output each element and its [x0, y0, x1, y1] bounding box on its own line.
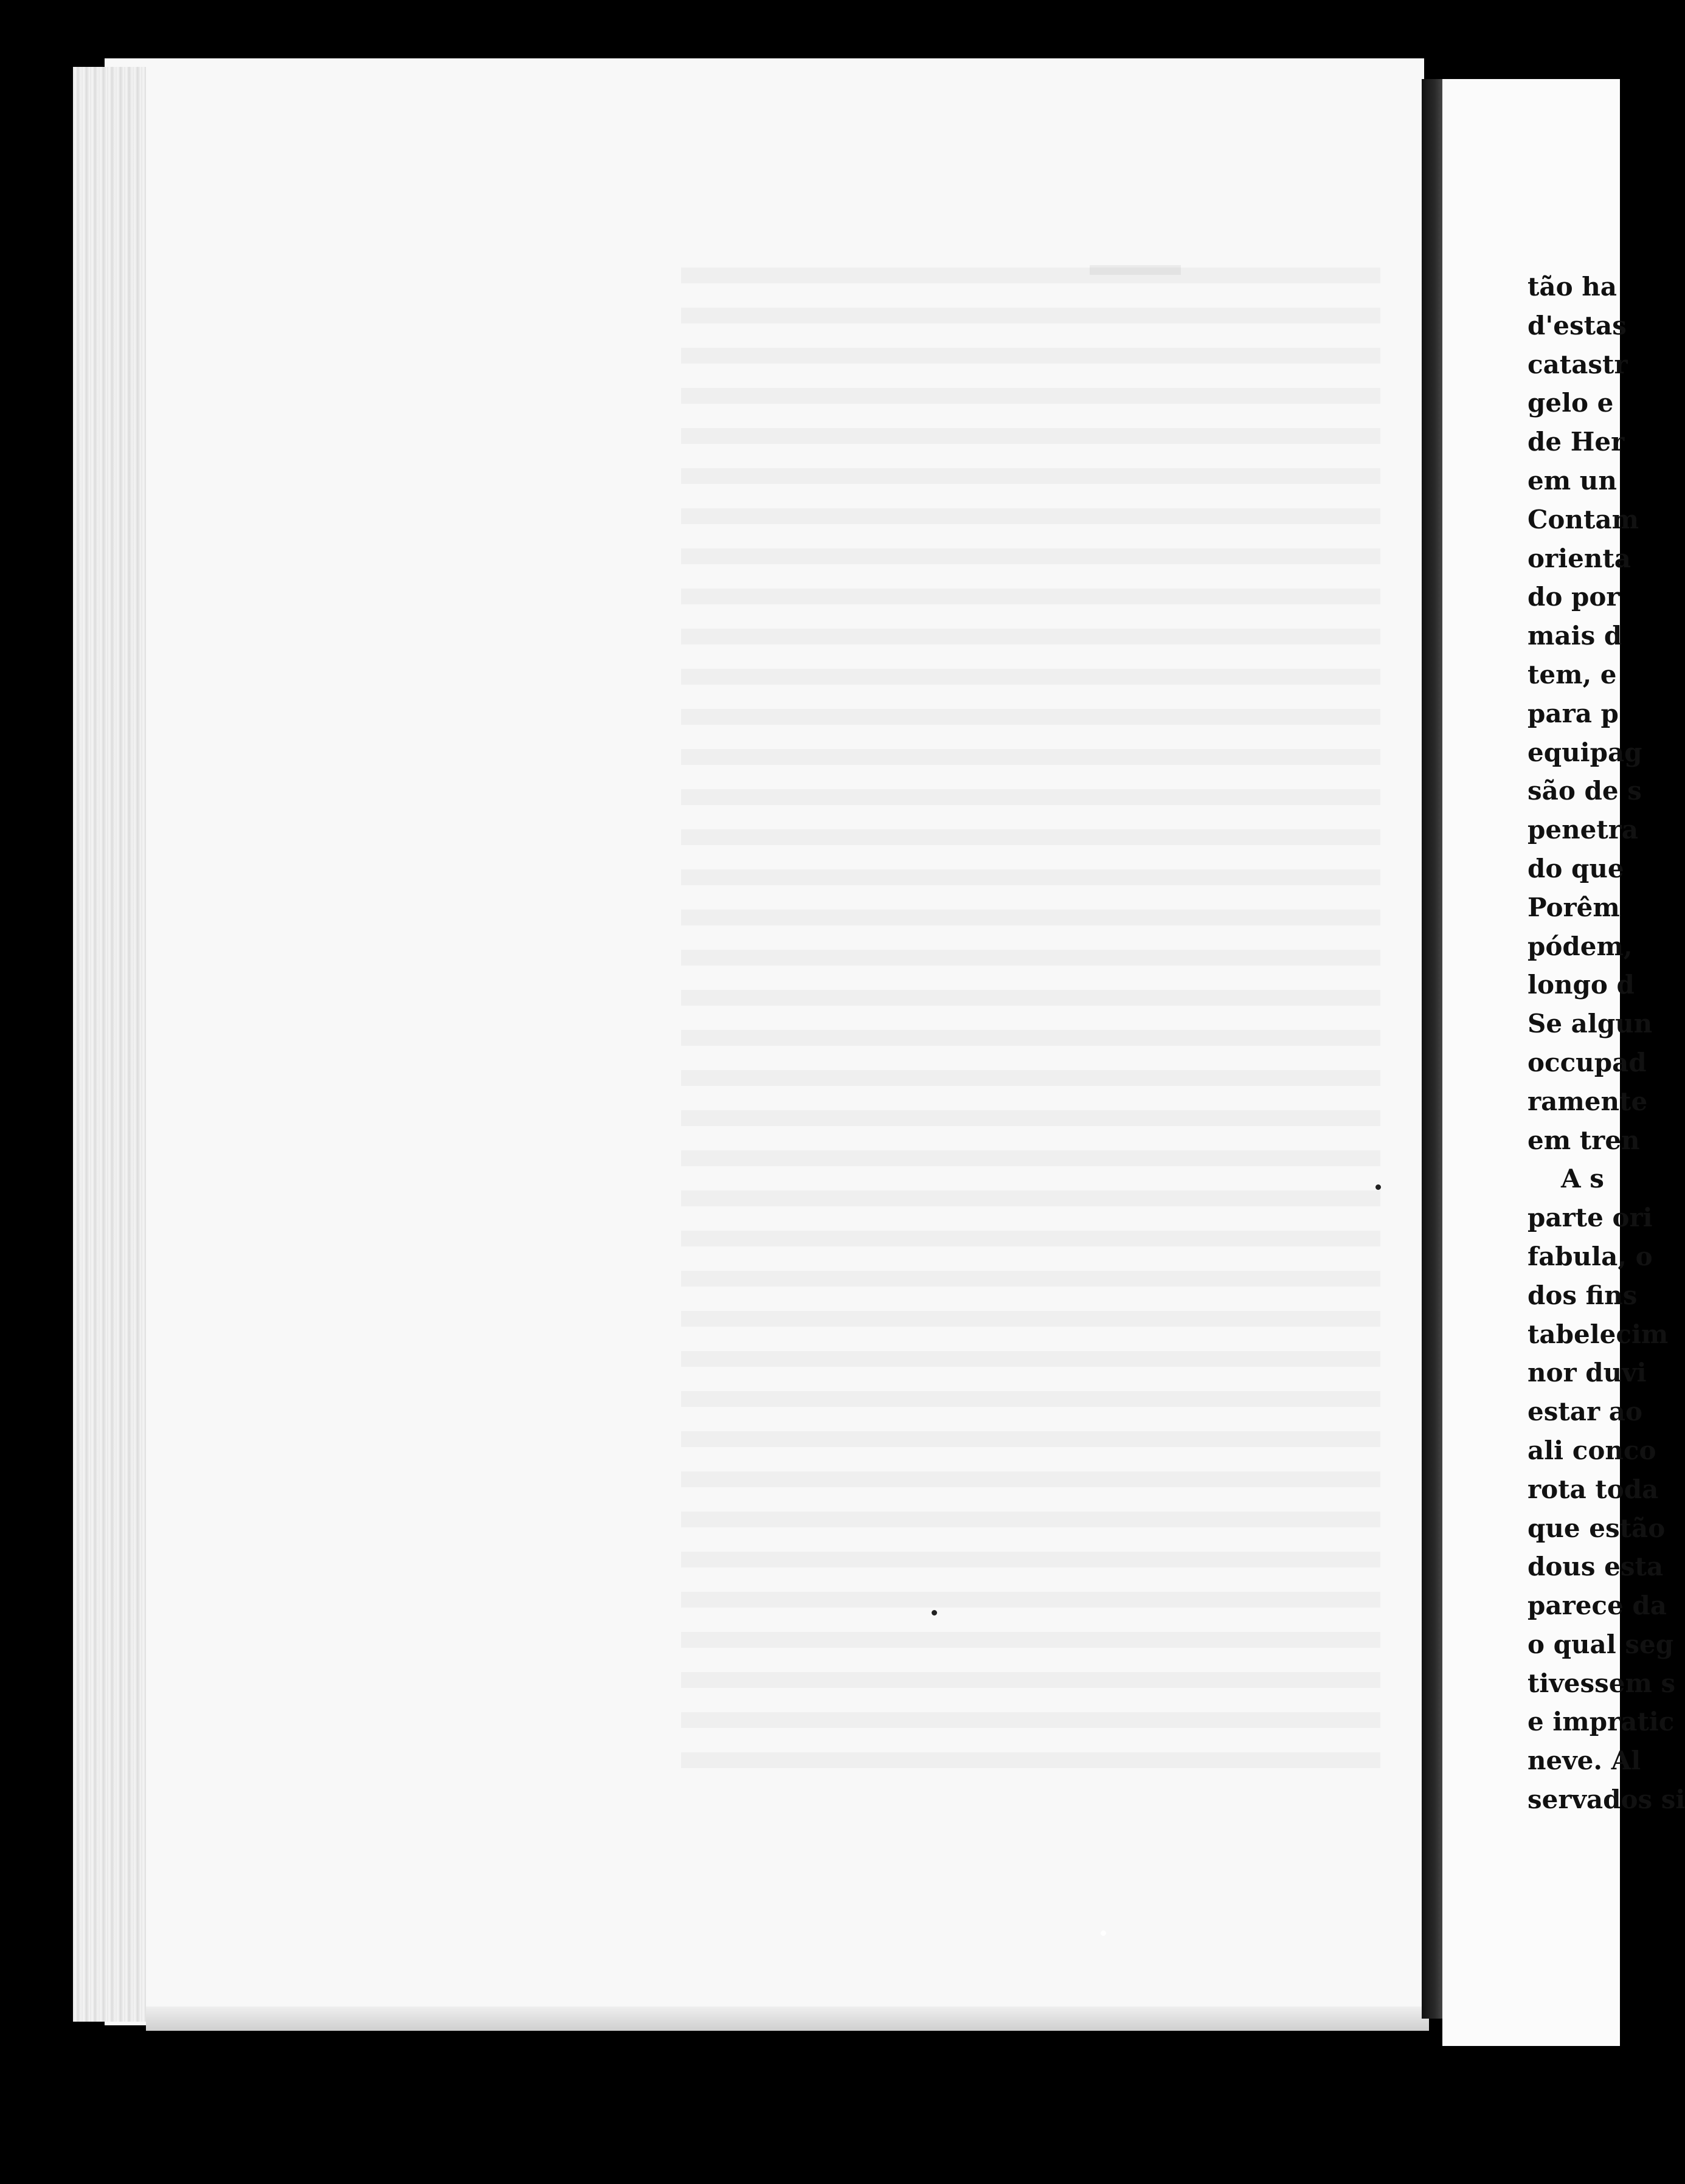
text-line: dous esta — [1528, 1552, 1664, 1582]
text-line: equipag — [1528, 737, 1642, 767]
text-line: A s — [1561, 1164, 1604, 1194]
text-line: gelo e — [1528, 388, 1614, 418]
text-line: tão ha — [1528, 272, 1617, 302]
text-line: fabula, o — [1528, 1241, 1653, 1271]
text-line: neve. Al — [1528, 1746, 1641, 1776]
show-through-text — [681, 268, 1380, 1788]
text-line: longo d — [1528, 970, 1635, 1000]
text-line: catastr — [1528, 349, 1628, 379]
text-line: tabelecim — [1528, 1319, 1669, 1349]
text-line: tivessem s — [1528, 1668, 1676, 1698]
page-stack-edges — [73, 67, 146, 2022]
text-line: parece da — [1528, 1591, 1667, 1621]
text-line: d'estas — [1528, 310, 1627, 340]
text-line: em un — [1528, 465, 1617, 496]
page-text — [1528, 268, 1685, 1819]
text-line: penetra — [1528, 815, 1639, 845]
text-line: occupad — [1528, 1047, 1647, 1077]
text-line: e impratic — [1528, 1707, 1675, 1737]
text-line: o qual seg — [1528, 1629, 1674, 1659]
text-line: são de s — [1528, 776, 1642, 806]
text-line: Porêm — [1528, 892, 1620, 922]
text-line: para p — [1528, 698, 1619, 728]
text-line: servados si — [1528, 1785, 1685, 1815]
text-line: em tren — [1528, 1125, 1640, 1155]
text-line: Se algun — [1528, 1009, 1653, 1039]
text-line: que estão — [1528, 1513, 1666, 1543]
text-line: tem, e — [1528, 659, 1617, 689]
text-line: estar ao — [1528, 1397, 1642, 1427]
text-line: Contam — [1528, 504, 1639, 534]
text-line: ramente — [1528, 1086, 1648, 1116]
right-page — [1442, 79, 1685, 2046]
speck — [1375, 1184, 1381, 1190]
text-line: do por — [1528, 582, 1620, 612]
page-bottom-edge — [146, 2006, 1429, 2031]
speck — [1101, 1930, 1106, 1936]
text-line: do que — [1528, 853, 1624, 883]
text-line: rota toda — [1528, 1474, 1659, 1504]
text-line: mais d — [1528, 621, 1622, 651]
text-line: de Her — [1528, 427, 1625, 457]
text-line: ali conco — [1528, 1435, 1656, 1465]
text-line: dos fins — [1528, 1280, 1638, 1310]
text-line: pódem, — [1528, 931, 1633, 961]
text-line: nor duvi — [1528, 1358, 1647, 1388]
speck — [932, 1610, 937, 1616]
text-line: parte ori — [1528, 1203, 1653, 1233]
text-line: orienta — [1528, 543, 1631, 573]
